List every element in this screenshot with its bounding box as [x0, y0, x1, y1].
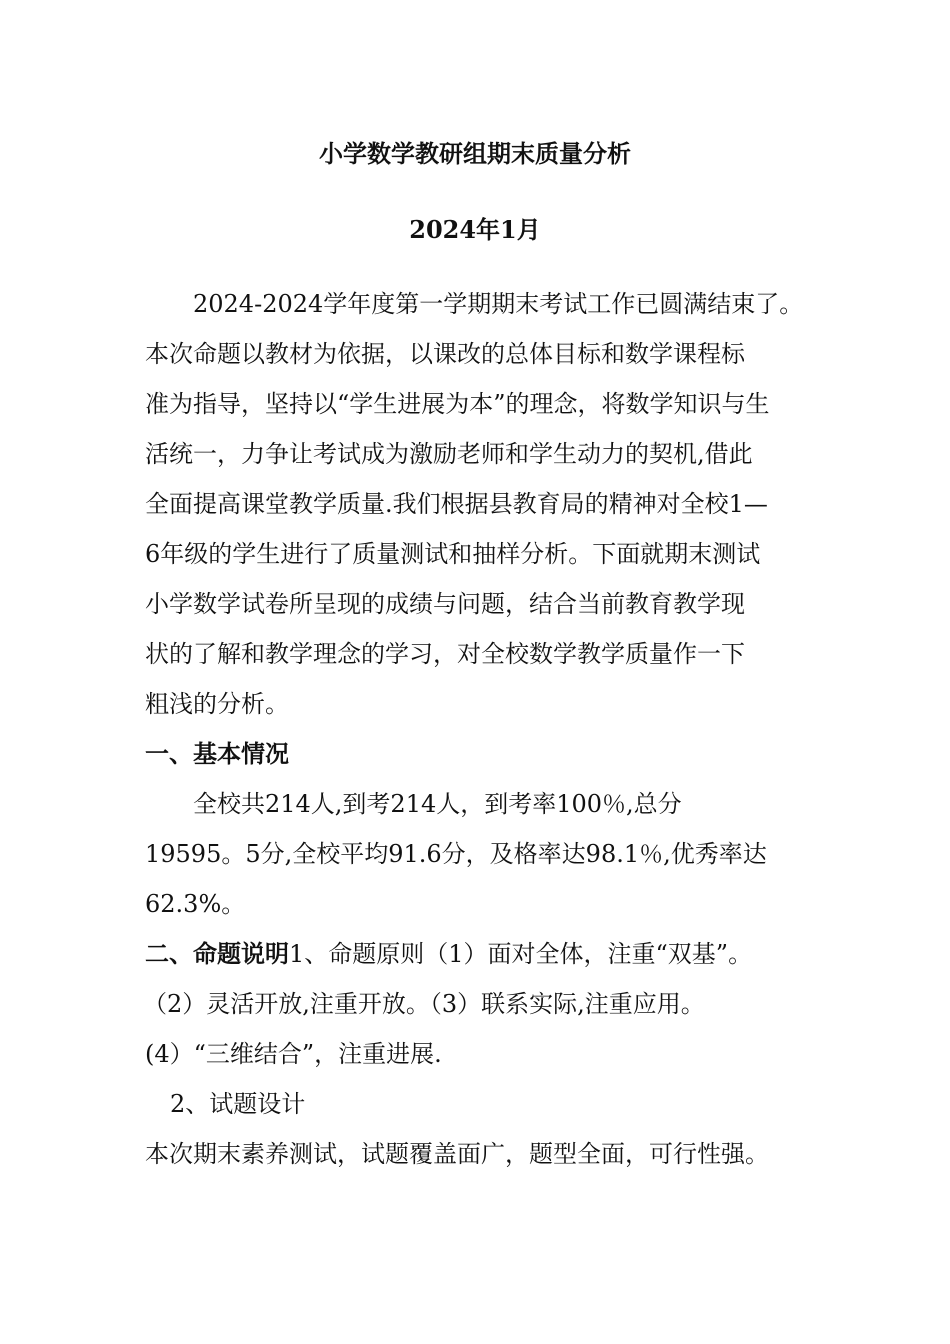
proposition-subheading: 2、试题设计 — [170, 1090, 306, 1118]
intro-line: 2024-2024学年度第一学期期末考试工作已圆满结束了。 — [193, 290, 804, 318]
document-title: 小学数学教研组期末质量分析 — [319, 139, 631, 168]
intro-line: 活统一，力争让考试成为激励老师和学生动力的契机,借此 — [145, 440, 753, 468]
basic-info-line: 全校共214人,到考214人，到考率100％,总分 — [193, 790, 682, 818]
proposition-line: 本次期末素养测试，试题覆盖面广，题型全面，可行性强。 — [145, 1140, 769, 1168]
proposition-line: （2）灵活开放,注重开放。（3）联系实际,注重应用。 — [143, 990, 705, 1018]
section-heading-proposition: 二、命题说明 — [145, 939, 289, 968]
proposition-first-line — [145, 937, 752, 971]
intro-line: 全面提高课堂教学质量.我们根据县教育局的精神对全校1— — [145, 490, 768, 518]
proposition-line: (4）“三维结合”，注重进展. — [145, 1040, 442, 1068]
intro-line: 6年级的学生进行了质量测试和抽样分析。下面就期末测试 — [145, 540, 761, 568]
basic-info-line: 62.3%。 — [145, 890, 246, 918]
intro-line: 准为指导，坚持以“学生进展为本”的理念，将数学知识与生 — [145, 390, 770, 418]
section-heading-basic-info: 一、基本情况 — [145, 739, 289, 768]
intro-line: 粗浅的分析。 — [145, 690, 289, 718]
intro-line: 状的了解和教学理念的学习，对全校数学教学质量作一下 — [145, 640, 745, 668]
document-date: 2024年1月 — [409, 215, 541, 244]
intro-line: 小学数学试卷所呈现的成绩与问题，结合当前教育教学现 — [145, 590, 745, 618]
basic-info-line: 19595。5分,全校平均91.6分，及格率达98.1％,优秀率达 — [145, 840, 767, 868]
intro-line: 本次命题以教材为依据，以课改的总体目标和数学课程标 — [145, 340, 745, 368]
proposition-principle-text: 1、命题原则（1）面对全体，注重“双基”。 — [289, 940, 753, 968]
